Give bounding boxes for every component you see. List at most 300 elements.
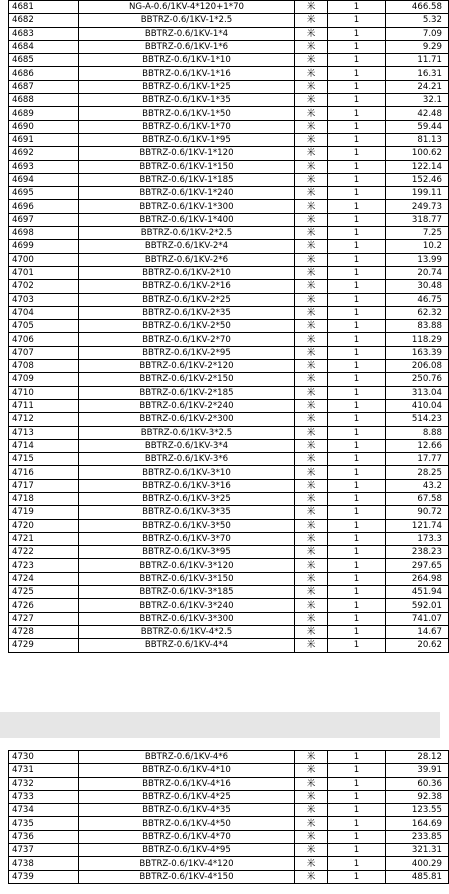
- price-cell: 466.58: [386, 1, 449, 14]
- table-row: [9, 266, 449, 279]
- model-cell: BBTRZ-0.6/1KV-2*70: [79, 333, 295, 346]
- row-number-cell: 4684: [9, 40, 79, 53]
- table-row: [9, 67, 449, 80]
- unit-cell: 米: [295, 817, 328, 830]
- price-cell: 100.62: [386, 147, 449, 160]
- unit-cell: 米: [295, 519, 328, 532]
- table-row: [9, 200, 449, 213]
- model-cell: BBTRZ-0.6/1KV-1*6: [79, 40, 295, 53]
- row-number-cell: 4731: [9, 764, 79, 777]
- row-number-cell: 4734: [9, 804, 79, 817]
- unit-cell: 米: [295, 133, 328, 146]
- page-break-gap: [0, 712, 440, 738]
- row-number-cell: 4692: [9, 147, 79, 160]
- unit-cell: 米: [295, 213, 328, 226]
- unit-cell: 米: [295, 320, 328, 333]
- quantity-cell: 1: [328, 107, 386, 120]
- table-row: [9, 360, 449, 373]
- table-row: [9, 519, 449, 532]
- row-number-cell: 4737: [9, 844, 79, 857]
- row-number-cell: 4707: [9, 346, 79, 359]
- row-number-cell: 4700: [9, 253, 79, 266]
- quantity-cell: 1: [328, 293, 386, 306]
- model-cell: BBTRZ-0.6/1KV-1*25: [79, 80, 295, 93]
- unit-cell: 米: [295, 625, 328, 638]
- price-cell: 514.23: [386, 413, 449, 426]
- unit-cell: 米: [295, 386, 328, 399]
- quantity-cell: 1: [328, 586, 386, 599]
- row-number-cell: 4701: [9, 266, 79, 279]
- model-cell: BBTRZ-0.6/1KV-4*4: [79, 639, 295, 652]
- quantity-cell: 1: [328, 804, 386, 817]
- quantity-cell: 1: [328, 506, 386, 519]
- quantity-cell: 1: [328, 413, 386, 426]
- quantity-cell: 1: [328, 639, 386, 652]
- row-number-cell: 4708: [9, 360, 79, 373]
- unit-cell: 米: [295, 870, 328, 883]
- quantity-cell: 1: [328, 572, 386, 585]
- price-cell: 24.21: [386, 80, 449, 93]
- price-cell: 11.71: [386, 54, 449, 67]
- row-number-cell: 4733: [9, 790, 79, 803]
- row-number-cell: 4717: [9, 479, 79, 492]
- price-cell: 90.72: [386, 506, 449, 519]
- table-row: [9, 213, 449, 226]
- model-cell: BBTRZ-0.6/1KV-1*300: [79, 200, 295, 213]
- quantity-cell: 1: [328, 227, 386, 240]
- quantity-cell: 1: [328, 27, 386, 40]
- quantity-cell: 1: [328, 94, 386, 107]
- price-cell: 123.55: [386, 804, 449, 817]
- row-number-cell: 4688: [9, 94, 79, 107]
- row-number-cell: 4704: [9, 306, 79, 319]
- price-cell: 122.14: [386, 160, 449, 173]
- unit-cell: 米: [295, 120, 328, 133]
- quantity-cell: 1: [328, 306, 386, 319]
- model-cell: BBTRZ-0.6/1KV-4*120: [79, 857, 295, 870]
- model-cell: BBTRZ-0.6/1KV-1*4: [79, 27, 295, 40]
- table-row: [9, 506, 449, 519]
- model-cell: BBTRZ-0.6/1KV-3*10: [79, 466, 295, 479]
- unit-cell: 米: [295, 240, 328, 253]
- quantity-cell: 1: [328, 200, 386, 213]
- quantity-cell: 1: [328, 439, 386, 452]
- model-cell: BBTRZ-0.6/1KV-2*16: [79, 280, 295, 293]
- row-number-cell: 4682: [9, 14, 79, 27]
- unit-cell: 米: [295, 67, 328, 80]
- price-cell: 121.74: [386, 519, 449, 532]
- price-cell: 238.23: [386, 546, 449, 559]
- quantity-cell: 1: [328, 80, 386, 93]
- row-number-cell: 4726: [9, 599, 79, 612]
- quantity-cell: 1: [328, 519, 386, 532]
- model-cell: BBTRZ-0.6/1KV-1*10: [79, 54, 295, 67]
- model-cell: BBTRZ-0.6/1KV-1*16: [79, 67, 295, 80]
- unit-cell: 米: [295, 147, 328, 160]
- unit-cell: 米: [295, 844, 328, 857]
- model-cell: BBTRZ-0.6/1KV-2*25: [79, 293, 295, 306]
- price-cell: 199.11: [386, 187, 449, 200]
- table-row: [9, 857, 449, 870]
- model-cell: BBTRZ-0.6/1KV-3*6: [79, 453, 295, 466]
- model-cell: BBTRZ-0.6/1KV-1*185: [79, 173, 295, 186]
- model-cell: BBTRZ-0.6/1KV-1*240: [79, 187, 295, 200]
- quantity-cell: 1: [328, 253, 386, 266]
- table-row: [9, 80, 449, 93]
- unit-cell: 米: [295, 506, 328, 519]
- quantity-cell: 1: [328, 466, 386, 479]
- price-cell: 233.85: [386, 830, 449, 843]
- model-cell: BBTRZ-0.6/1KV-4*2.5: [79, 625, 295, 638]
- quantity-cell: 1: [328, 625, 386, 638]
- price-cell: 249.73: [386, 200, 449, 213]
- row-number-cell: 4683: [9, 27, 79, 40]
- model-cell: BBTRZ-0.6/1KV-3*95: [79, 546, 295, 559]
- unit-cell: 米: [295, 751, 328, 764]
- row-number-cell: 4738: [9, 857, 79, 870]
- table-row: [9, 804, 449, 817]
- table-row: [9, 492, 449, 505]
- quantity-cell: 1: [328, 54, 386, 67]
- table-row: [9, 94, 449, 107]
- unit-cell: 米: [295, 40, 328, 53]
- model-cell: BBTRZ-0.6/1KV-2*6: [79, 253, 295, 266]
- unit-cell: 米: [295, 559, 328, 572]
- unit-cell: 米: [295, 777, 328, 790]
- row-number-cell: 4711: [9, 399, 79, 412]
- table-row: [9, 599, 449, 612]
- table-row: [9, 227, 449, 240]
- table-row: [9, 133, 449, 146]
- table-row: [9, 1, 449, 14]
- row-number-cell: 4686: [9, 67, 79, 80]
- quantity-cell: 1: [328, 40, 386, 53]
- row-number-cell: 4712: [9, 413, 79, 426]
- model-cell: BBTRZ-0.6/1KV-3*4: [79, 439, 295, 452]
- unit-cell: 米: [295, 54, 328, 67]
- model-cell: BBTRZ-0.6/1KV-3*300: [79, 612, 295, 625]
- table-row: [9, 844, 449, 857]
- row-number-cell: 4724: [9, 572, 79, 585]
- price-cell: 67.58: [386, 492, 449, 505]
- row-number-cell: 4703: [9, 293, 79, 306]
- row-number-cell: 4715: [9, 453, 79, 466]
- model-cell: NG-A-0.6/1KV-4*120+1*70: [79, 1, 295, 14]
- price-cell: 118.29: [386, 333, 449, 346]
- table-row: [9, 160, 449, 173]
- table-row: [9, 306, 449, 319]
- row-number-cell: 4718: [9, 492, 79, 505]
- price-cell: 163.39: [386, 346, 449, 359]
- row-number-cell: 4687: [9, 80, 79, 93]
- price-cell: 485.81: [386, 870, 449, 883]
- table-row: [9, 253, 449, 266]
- table-row: [9, 333, 449, 346]
- price-table-page-2: [0, 750, 440, 894]
- unit-cell: 米: [295, 546, 328, 559]
- quantity-cell: 1: [328, 147, 386, 160]
- model-cell: BBTRZ-0.6/1KV-3*2.5: [79, 426, 295, 439]
- table-row: [9, 413, 449, 426]
- unit-cell: 米: [295, 306, 328, 319]
- unit-cell: 米: [295, 266, 328, 279]
- price-cell: 592.01: [386, 599, 449, 612]
- quantity-cell: 1: [328, 559, 386, 572]
- price-cell: 7.25: [386, 227, 449, 240]
- row-number-cell: 4723: [9, 559, 79, 572]
- unit-cell: 米: [295, 764, 328, 777]
- row-number-cell: 4732: [9, 777, 79, 790]
- unit-cell: 米: [295, 586, 328, 599]
- unit-cell: 米: [295, 280, 328, 293]
- quantity-cell: 1: [328, 546, 386, 559]
- quantity-cell: 1: [328, 320, 386, 333]
- price-cell: 164.69: [386, 817, 449, 830]
- model-cell: BBTRZ-0.6/1KV-4*10: [79, 764, 295, 777]
- unit-cell: 米: [295, 572, 328, 585]
- model-cell: BBTRZ-0.6/1KV-1*150: [79, 160, 295, 173]
- model-cell: BBTRZ-0.6/1KV-2*300: [79, 413, 295, 426]
- model-cell: BBTRZ-0.6/1KV-3*70: [79, 532, 295, 545]
- row-number-cell: 4681: [9, 1, 79, 14]
- unit-cell: 米: [295, 439, 328, 452]
- price-cell: 62.32: [386, 306, 449, 319]
- table-row: [9, 751, 449, 764]
- model-cell: BBTRZ-0.6/1KV-4*6: [79, 751, 295, 764]
- quantity-cell: 1: [328, 373, 386, 386]
- quantity-cell: 1: [328, 844, 386, 857]
- model-cell: BBTRZ-0.6/1KV-1*400: [79, 213, 295, 226]
- price-cell: 20.74: [386, 266, 449, 279]
- row-number-cell: 4729: [9, 639, 79, 652]
- model-cell: BBTRZ-0.6/1KV-2*4: [79, 240, 295, 253]
- price-cell: 42.48: [386, 107, 449, 120]
- model-cell: BBTRZ-0.6/1KV-4*50: [79, 817, 295, 830]
- unit-cell: 米: [295, 94, 328, 107]
- model-cell: BBTRZ-0.6/1KV-1*2.5: [79, 14, 295, 27]
- price-cell: 410.04: [386, 399, 449, 412]
- table-row: [9, 790, 449, 803]
- row-number-cell: 4730: [9, 751, 79, 764]
- row-number-cell: 4691: [9, 133, 79, 146]
- quantity-cell: 1: [328, 266, 386, 279]
- unit-cell: 米: [295, 14, 328, 27]
- table-row: [9, 830, 449, 843]
- row-number-cell: 4716: [9, 466, 79, 479]
- price-cell: 30.48: [386, 280, 449, 293]
- model-cell: BBTRZ-0.6/1KV-1*70: [79, 120, 295, 133]
- price-cell: 39.91: [386, 764, 449, 777]
- model-cell: BBTRZ-0.6/1KV-1*35: [79, 94, 295, 107]
- table-row: [9, 346, 449, 359]
- price-cell: 741.07: [386, 612, 449, 625]
- quantity-cell: 1: [328, 790, 386, 803]
- table-row: [9, 320, 449, 333]
- table-row: [9, 426, 449, 439]
- price-cell: 43.2: [386, 479, 449, 492]
- unit-cell: 米: [295, 333, 328, 346]
- model-cell: BBTRZ-0.6/1KV-4*25: [79, 790, 295, 803]
- price-cell: 451.94: [386, 586, 449, 599]
- row-number-cell: 4699: [9, 240, 79, 253]
- unit-cell: 米: [295, 599, 328, 612]
- unit-cell: 米: [295, 373, 328, 386]
- price-cell: 28.25: [386, 466, 449, 479]
- table-row: [9, 107, 449, 120]
- table-row: [9, 764, 449, 777]
- quantity-cell: 1: [328, 870, 386, 883]
- price-cell: 92.38: [386, 790, 449, 803]
- row-number-cell: 4725: [9, 586, 79, 599]
- model-cell: BBTRZ-0.6/1KV-2*50: [79, 320, 295, 333]
- unit-cell: 米: [295, 253, 328, 266]
- price-cell: 313.04: [386, 386, 449, 399]
- price-cell: 59.44: [386, 120, 449, 133]
- row-number-cell: 4695: [9, 187, 79, 200]
- table-row: [9, 466, 449, 479]
- unit-cell: 米: [295, 107, 328, 120]
- unit-cell: 米: [295, 227, 328, 240]
- price-cell: 173.3: [386, 532, 449, 545]
- model-cell: BBTRZ-0.6/1KV-4*70: [79, 830, 295, 843]
- table-row: [9, 54, 449, 67]
- quantity-cell: 1: [328, 120, 386, 133]
- model-cell: BBTRZ-0.6/1KV-2*150: [79, 373, 295, 386]
- model-cell: BBTRZ-0.6/1KV-4*35: [79, 804, 295, 817]
- price-cell: 10.2: [386, 240, 449, 253]
- price-cell: 83.88: [386, 320, 449, 333]
- price-cell: 318.77: [386, 213, 449, 226]
- quantity-cell: 1: [328, 777, 386, 790]
- table-row: [9, 870, 449, 883]
- table-row: [9, 439, 449, 452]
- quantity-cell: 1: [328, 1, 386, 14]
- unit-cell: 米: [295, 804, 328, 817]
- quantity-cell: 1: [328, 599, 386, 612]
- price-cell: 8.88: [386, 426, 449, 439]
- row-number-cell: 4705: [9, 320, 79, 333]
- quantity-cell: 1: [328, 346, 386, 359]
- unit-cell: 米: [295, 479, 328, 492]
- quantity-cell: 1: [328, 360, 386, 373]
- price-cell: 264.98: [386, 572, 449, 585]
- price-table-body: [9, 751, 449, 884]
- unit-cell: 米: [295, 399, 328, 412]
- quantity-cell: 1: [328, 240, 386, 253]
- price-cell: 81.13: [386, 133, 449, 146]
- row-number-cell: 4706: [9, 333, 79, 346]
- unit-cell: 米: [295, 1, 328, 14]
- price-table-body: [9, 1, 449, 653]
- price-cell: 13.99: [386, 253, 449, 266]
- price-cell: 17.77: [386, 453, 449, 466]
- price-cell: 297.65: [386, 559, 449, 572]
- unit-cell: 米: [295, 160, 328, 173]
- model-cell: BBTRZ-0.6/1KV-2*35: [79, 306, 295, 319]
- model-cell: BBTRZ-0.6/1KV-3*185: [79, 586, 295, 599]
- quantity-cell: 1: [328, 479, 386, 492]
- quantity-cell: 1: [328, 532, 386, 545]
- price-cell: 321.31: [386, 844, 449, 857]
- row-number-cell: 4693: [9, 160, 79, 173]
- price-cell: 250.76: [386, 373, 449, 386]
- price-cell: 5.32: [386, 14, 449, 27]
- table-row: [9, 399, 449, 412]
- table-row: [9, 479, 449, 492]
- quantity-cell: 1: [328, 160, 386, 173]
- unit-cell: 米: [295, 27, 328, 40]
- quantity-cell: 1: [328, 817, 386, 830]
- price-cell: 20.62: [386, 639, 449, 652]
- table-row: [9, 27, 449, 40]
- table-row: [9, 817, 449, 830]
- quantity-cell: 1: [328, 764, 386, 777]
- model-cell: BBTRZ-0.6/1KV-4*16: [79, 777, 295, 790]
- unit-cell: 米: [295, 360, 328, 373]
- model-cell: BBTRZ-0.6/1KV-3*16: [79, 479, 295, 492]
- row-number-cell: 4685: [9, 54, 79, 67]
- quantity-cell: 1: [328, 14, 386, 27]
- unit-cell: 米: [295, 857, 328, 870]
- price-cell: 60.36: [386, 777, 449, 790]
- table-row: [9, 120, 449, 133]
- model-cell: BBTRZ-0.6/1KV-2*240: [79, 399, 295, 412]
- model-cell: BBTRZ-0.6/1KV-3*150: [79, 572, 295, 585]
- unit-cell: 米: [295, 426, 328, 439]
- model-cell: BBTRZ-0.6/1KV-2*120: [79, 360, 295, 373]
- price-cell: 7.09: [386, 27, 449, 40]
- quantity-cell: 1: [328, 280, 386, 293]
- unit-cell: 米: [295, 293, 328, 306]
- quantity-cell: 1: [328, 133, 386, 146]
- unit-cell: 米: [295, 466, 328, 479]
- quantity-cell: 1: [328, 333, 386, 346]
- row-number-cell: 4721: [9, 532, 79, 545]
- model-cell: BBTRZ-0.6/1KV-3*25: [79, 492, 295, 505]
- row-number-cell: 4702: [9, 280, 79, 293]
- table-row: [9, 625, 449, 638]
- price-cell: 32.1: [386, 94, 449, 107]
- table-row: [9, 639, 449, 652]
- table-row: [9, 532, 449, 545]
- unit-cell: 米: [295, 830, 328, 843]
- quantity-cell: 1: [328, 213, 386, 226]
- row-number-cell: 4698: [9, 227, 79, 240]
- unit-cell: 米: [295, 200, 328, 213]
- unit-cell: 米: [295, 80, 328, 93]
- price-cell: 9.29: [386, 40, 449, 53]
- quantity-cell: 1: [328, 857, 386, 870]
- table-row: [9, 612, 449, 625]
- table-row: [9, 280, 449, 293]
- price-cell: 400.29: [386, 857, 449, 870]
- model-cell: BBTRZ-0.6/1KV-2*95: [79, 346, 295, 359]
- model-cell: BBTRZ-0.6/1KV-3*50: [79, 519, 295, 532]
- price-cell: 46.75: [386, 293, 449, 306]
- price-cell: 206.08: [386, 360, 449, 373]
- unit-cell: 米: [295, 492, 328, 505]
- model-cell: BBTRZ-0.6/1KV-4*95: [79, 844, 295, 857]
- quantity-cell: 1: [328, 399, 386, 412]
- unit-cell: 米: [295, 173, 328, 186]
- price-cell: 16.31: [386, 67, 449, 80]
- row-number-cell: 4722: [9, 546, 79, 559]
- row-number-cell: 4739: [9, 870, 79, 883]
- quantity-cell: 1: [328, 187, 386, 200]
- table-row: [9, 187, 449, 200]
- table-row: [9, 293, 449, 306]
- model-cell: BBTRZ-0.6/1KV-2*2.5: [79, 227, 295, 240]
